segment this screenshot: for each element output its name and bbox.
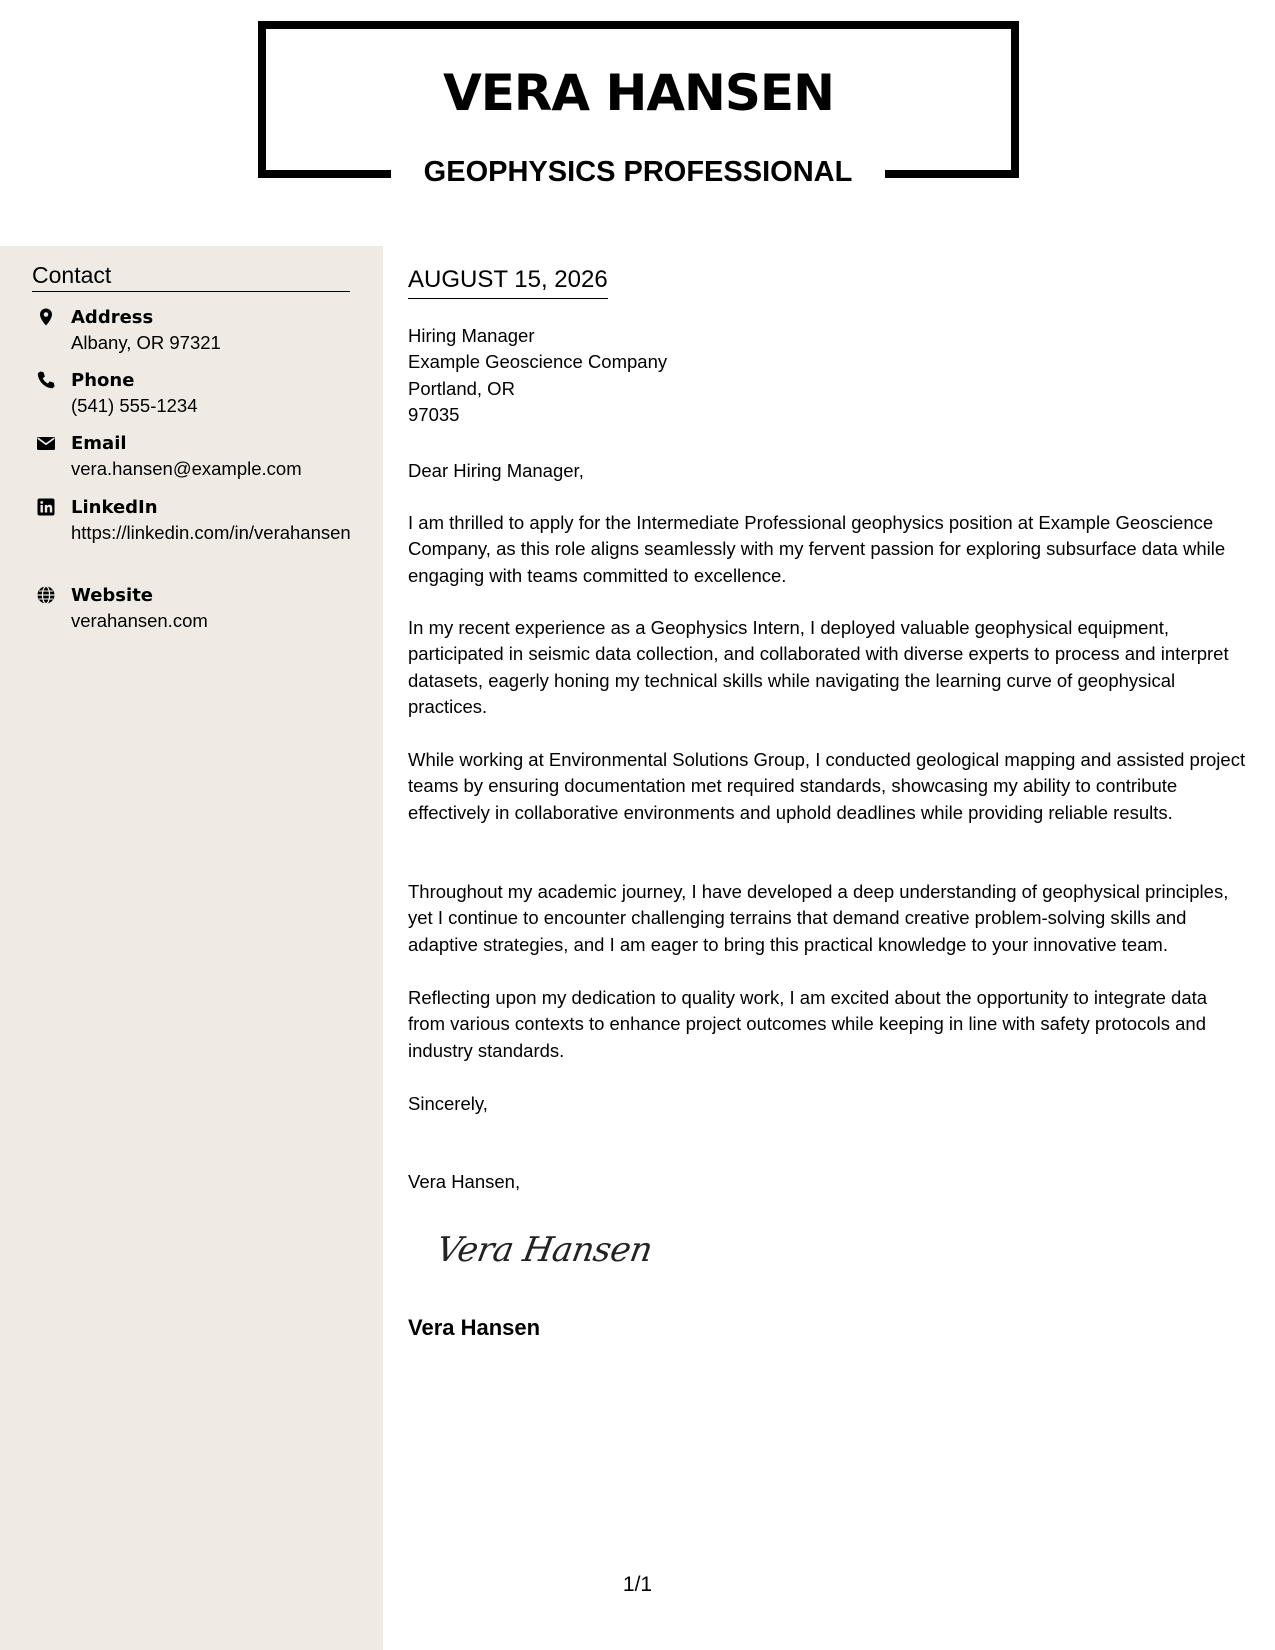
- contact-label: LinkedIn: [71, 497, 158, 518]
- letter-paragraph: In my recent experience as a Geophysics Intern, I deployed valuable geophysical equipment, participated in seismic data collection, and collaborated with diverse experts to process and interpret datasets, eagerly honing my technical skills while navigating the learning curve of geophysical practices.: [408, 617, 1229, 717]
- contact-value[interactable]: verahansen.com: [71, 610, 208, 631]
- contact-value[interactable]: https://linkedin.com/in/verahansen: [71, 522, 351, 543]
- letter-paragraph: Reflecting upon my dedication to quality work, I am excited about the opportunity to integrate data from various contexts to enhance project outcomes while keeping in line with safety protocols and industry standards.: [408, 987, 1208, 1061]
- contact-label: Email: [71, 433, 127, 454]
- closing: Sincerely,: [408, 1093, 488, 1114]
- signed-name: Vera Hansen: [408, 1315, 541, 1340]
- page-number: 1/1: [622, 1573, 653, 1596]
- applicant-name: VERA HANSEN: [443, 64, 834, 122]
- envelope-icon: [36, 433, 56, 453]
- phone-icon: [36, 370, 56, 390]
- letter-paragraph: Throughout my academic journey, I have developed a deep understanding of geophysical principles, yet I continue to encounter challenging terrains that demand creative problem-solving skills and adaptive strategies, and I am eager to bring this practical knowledge to your innovative team.: [408, 881, 1229, 955]
- contact-value: (541) 555-1234: [71, 395, 198, 416]
- map-pin-icon: [36, 307, 56, 327]
- contact-label: Phone: [71, 370, 135, 391]
- globe-icon: [36, 585, 56, 605]
- recipient-line: Hiring Manager: [408, 325, 535, 346]
- contact-value: Albany, OR 97321: [71, 332, 221, 353]
- contact-label: Address: [71, 307, 154, 328]
- recipient-line: Portland, OR: [408, 377, 515, 399]
- contact-label: Website: [71, 585, 154, 606]
- contact-value: vera.hansen@example.com: [71, 458, 302, 479]
- letter-paragraph: I am thrilled to apply for the Intermediate Professional geophysics position at Example Geoscience Company, as this role aligns seamlessly with my fervent passion for exploring subsurface data while engaging with teams committed to excellence.: [408, 512, 1226, 586]
- handwritten-signature: Vera Hansen: [433, 1230, 656, 1270]
- recipient-block: [408, 323, 667, 428]
- recipient-line: 97035: [408, 403, 460, 425]
- recipient-line: Example Geoscience Company: [408, 351, 668, 373]
- closing-name: Vera Hansen,: [408, 1171, 521, 1192]
- salutation: Dear Hiring Manager,: [408, 460, 584, 481]
- letter-paragraph: While working at Environmental Solutions Group, I conducted geological mapping and assisted project teams by ensuring documentation met required standards, showcasing my ability to contribute effectively in collaborative environments and uphold deadlines while providing reliable results.: [408, 749, 1246, 823]
- linkedin-icon: [36, 497, 56, 517]
- letter-date: AUGUST 15, 2026: [408, 264, 608, 299]
- contact-heading: Contact: [32, 260, 350, 292]
- applicant-title: GEOPHYSICS PROFESSIONAL: [423, 156, 853, 188]
